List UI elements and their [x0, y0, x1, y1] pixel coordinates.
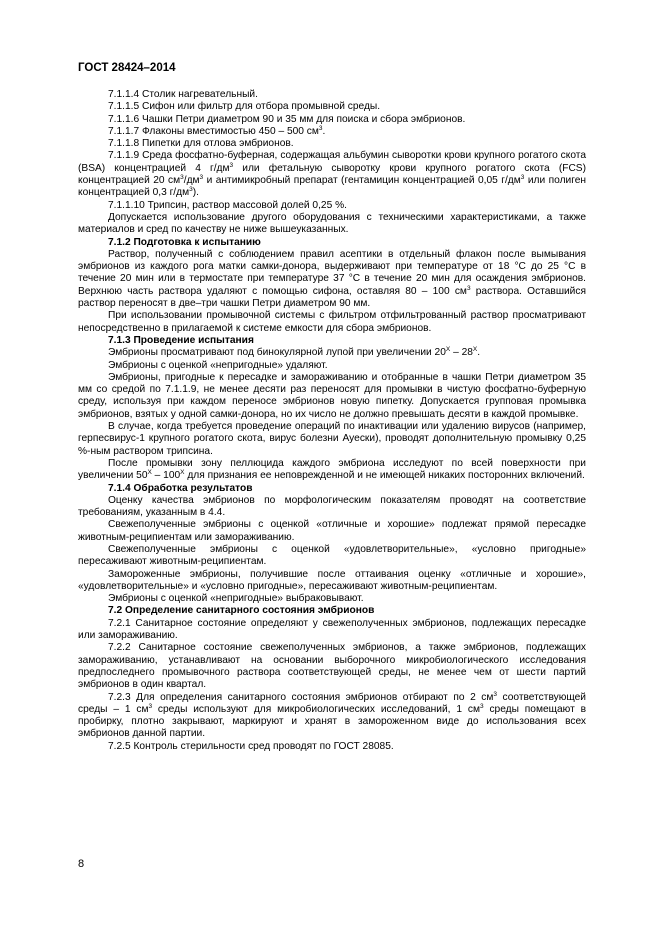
text-run: Замороженные эмбрионы, получившие после оттаивания оценку «отличные и хорошие», «удовлетворительные» и «условно пригодные», пересаживают животным-реципиентам. — [78, 568, 586, 592]
text-run: /дм — [183, 175, 200, 187]
text-run: 7.2.3 Для определения санитарного состояния эмбрионов отбирают по 2 см — [108, 691, 494, 703]
paragraph — [78, 593, 586, 605]
text-run: Эмбрионы, пригодные к пересадке и замораживанию и отобранные в чашки Петри диаметром 35 мм со средой по 7.1.1.9, не менее десяти раз переносят для промывки в чистую фосфатно-буферную среду, используя при каждом переносе эмбрионов новую пипетку. Допускается групповая промывка эмбрионов, взятых у одной самки-донора, но их число не должно превышать десяти в каждой промывке. — [78, 371, 586, 420]
superscript: 3 — [148, 702, 153, 710]
text-run: 7.1.3 Проведение испытания — [108, 334, 254, 346]
text-run: среды используют для микробиологических исследований, 1 см — [152, 703, 480, 715]
paragraph — [78, 618, 586, 643]
paragraph — [78, 458, 586, 483]
paragraph — [78, 310, 586, 335]
paragraph — [78, 347, 586, 359]
superscript: X — [472, 346, 478, 354]
text-run: ). — [192, 187, 199, 199]
text-run: или полиген концентрацией 0,3 г/дм — [78, 175, 586, 199]
superscript: 3 — [493, 690, 497, 698]
text-run: Допускается использование другого оборудования с техническими характеристиками, а также материалов и сред по качеству не ниже вышеуказанных. — [78, 211, 586, 236]
paragraph — [78, 150, 586, 199]
text-run: Эмбрионы с оценкой «непригодные» выбраковывают. — [108, 593, 364, 605]
paragraph — [78, 421, 586, 458]
section-heading — [78, 605, 586, 617]
text-run: 7.1.1.7 Флаконы вместимостью 450 – 500 см — [108, 125, 319, 137]
superscript: 3 — [479, 702, 484, 710]
text-run: 7.1.1.4 Столик нагревательный. — [108, 89, 258, 100]
paragraph — [78, 692, 586, 741]
text-run: . — [477, 347, 481, 359]
superscript: 3 — [520, 174, 525, 182]
paragraph — [78, 101, 586, 113]
text-run: для признания ее неповрежденной и не имеющей никаких посторонних включений. — [184, 470, 585, 482]
text-run: Свежеполученные эмбрионы с оценкой «отличные и хорошие» подлежат прямой пересадке животным-реципиентам или замораживанию. — [78, 519, 586, 543]
text-run: 7.1.1.9 Среда фосфатно-буферная, содержащая альбумин сыворотки крови крупного рогатого скота (BSA) концентрацией 4 г/дм — [78, 150, 586, 174]
text-run: 7.2.2 Санитарное состояние свежеполученных эмбрионов, а также эмбрионов, подлежащих замораживанию, устанавливают на основании выборочного микробиологического исследования предпоследнего промывочного раствора соответствующей среды, не менее чем от шести партий эмбрионов в один квартал. — [78, 642, 586, 691]
text-run: 7.2 Определение санитарного состояния эмбрионов — [108, 605, 375, 617]
text-run: соответствующей среды – 1 см — [78, 691, 586, 715]
text-run: среды помещают в пробирку, плотно закрывают, маркируют и хранят в замороженном виде до использования всех эмбрионов данной партии. — [78, 703, 587, 740]
superscript: 3 — [229, 161, 234, 169]
text-run: Эмбрионы с оценкой «непригодные» удаляют. — [108, 359, 328, 371]
superscript: 3 — [189, 186, 193, 194]
text-run: При использовании промывочной системы с фильтром отфильтрованный раствор просматривают непосредственно в прилагаемой к системе емкости для сбора эмбрионов. — [78, 310, 586, 334]
superscript: 3 — [318, 124, 323, 132]
text-run: Эмбрионы просматривают под бинокулярной лупой при увеличении 20 — [108, 347, 446, 359]
text-run: и антимикробный препарат (гентамицин концентрацией 0,05 г/дм — [203, 175, 521, 187]
paragraph — [78, 249, 586, 310]
paragraph — [78, 372, 586, 421]
paragraph — [78, 212, 586, 237]
superscript: X — [147, 469, 152, 477]
text-run: Оценку качества эмбрионов по морфологическим показателям проводят на соответствие требованиям, указанным в 4.4. — [78, 494, 586, 519]
paragraph — [78, 89, 586, 101]
text-run: Раствор, полученный с соблюдением правил асептики в отдельный флакон после вымывания эмбрионов из каждого рога матки самки-донора, выдерживают при температуре от 18 °С до 25 °С в течение 20 мин или в термостате при температуре 37 °С в течение 20 мин для осаждения эмбрионов. Верхнюю часть раствора удаляют с помощью сифона, оставляя 80 – 100 см — [78, 248, 586, 297]
text-run: 7.1.1.10 Трипсин, раствор массовой долей 0,25 %. — [108, 199, 347, 211]
paragraph — [78, 126, 586, 138]
document-body — [78, 89, 586, 753]
text-run: После промывки зону пеллюцида каждого эмбриона исследуют по всей поверхности при увеличении 50 — [78, 457, 586, 482]
superscript: 3 — [466, 284, 471, 292]
paragraph — [78, 519, 586, 544]
text-run: В случае, когда требуется проведение операций по инактивации или удалению вирусов (например, герпесвирус-1 крупного рогатого скота, вирус болезни Ауески), проводят дополнительную промывку 0,25 %-ным раствором трипсина. — [78, 421, 586, 457]
text-run: 7.2.5 Контроль стерильности сред проводят по ГОСТ 28085. — [108, 740, 394, 752]
superscript: X — [445, 346, 451, 354]
paragraph — [78, 114, 586, 126]
paragraph — [78, 200, 586, 212]
paragraph — [78, 642, 586, 691]
paragraph — [78, 741, 586, 753]
text-run: . — [322, 125, 326, 137]
section-heading — [78, 335, 586, 347]
paragraph — [78, 569, 586, 594]
text-run: – 28 — [450, 347, 473, 359]
text-run: 7.1.4 Обработка результатов — [108, 482, 253, 494]
text-run: 7.1.1.5 Сифон или фильтр для отбора промывной среды. — [108, 101, 381, 113]
section-heading — [78, 237, 586, 249]
page-number: 8 — [78, 858, 85, 870]
text-run: 7.1.1.6 Чашки Петри диаметром 90 и 35 мм для поиска и сбора эмбрионов. — [108, 113, 466, 125]
text-run: или фетальную сыворотку крови крупного рогатого скота (FCS) концентрацией 20 см — [78, 162, 586, 187]
section-heading — [78, 483, 586, 495]
text-run: 7.1.1.8 Пипетки для отлова эмбрионов. — [108, 138, 294, 150]
text-run: 7.2.1 Санитарное состояние определяют у свежеполученных эмбрионов, подлежащих пересадке или замораживанию. — [78, 617, 586, 642]
document-code-header: ГОСТ 28424–2014 — [78, 62, 176, 74]
paragraph — [78, 544, 586, 569]
text-run: 7.1.2 Подготовка к испытанию — [108, 236, 261, 248]
superscript: X — [180, 469, 185, 477]
text-run: Свежеполученные эмбрионы с оценкой «удовлетворительные», «условно пригодные» пересаживают животным-реципиентам. — [78, 543, 586, 568]
superscript: 3 — [180, 174, 184, 182]
paragraph — [78, 138, 586, 150]
text-run: – 100 — [151, 470, 181, 482]
paragraph — [78, 495, 586, 520]
superscript: 3 — [199, 174, 204, 182]
paragraph — [78, 360, 586, 372]
text-run: раствора. Оставшийся раствор переносят в две–три чашки Петри диаметром 90 мм. — [78, 285, 586, 310]
